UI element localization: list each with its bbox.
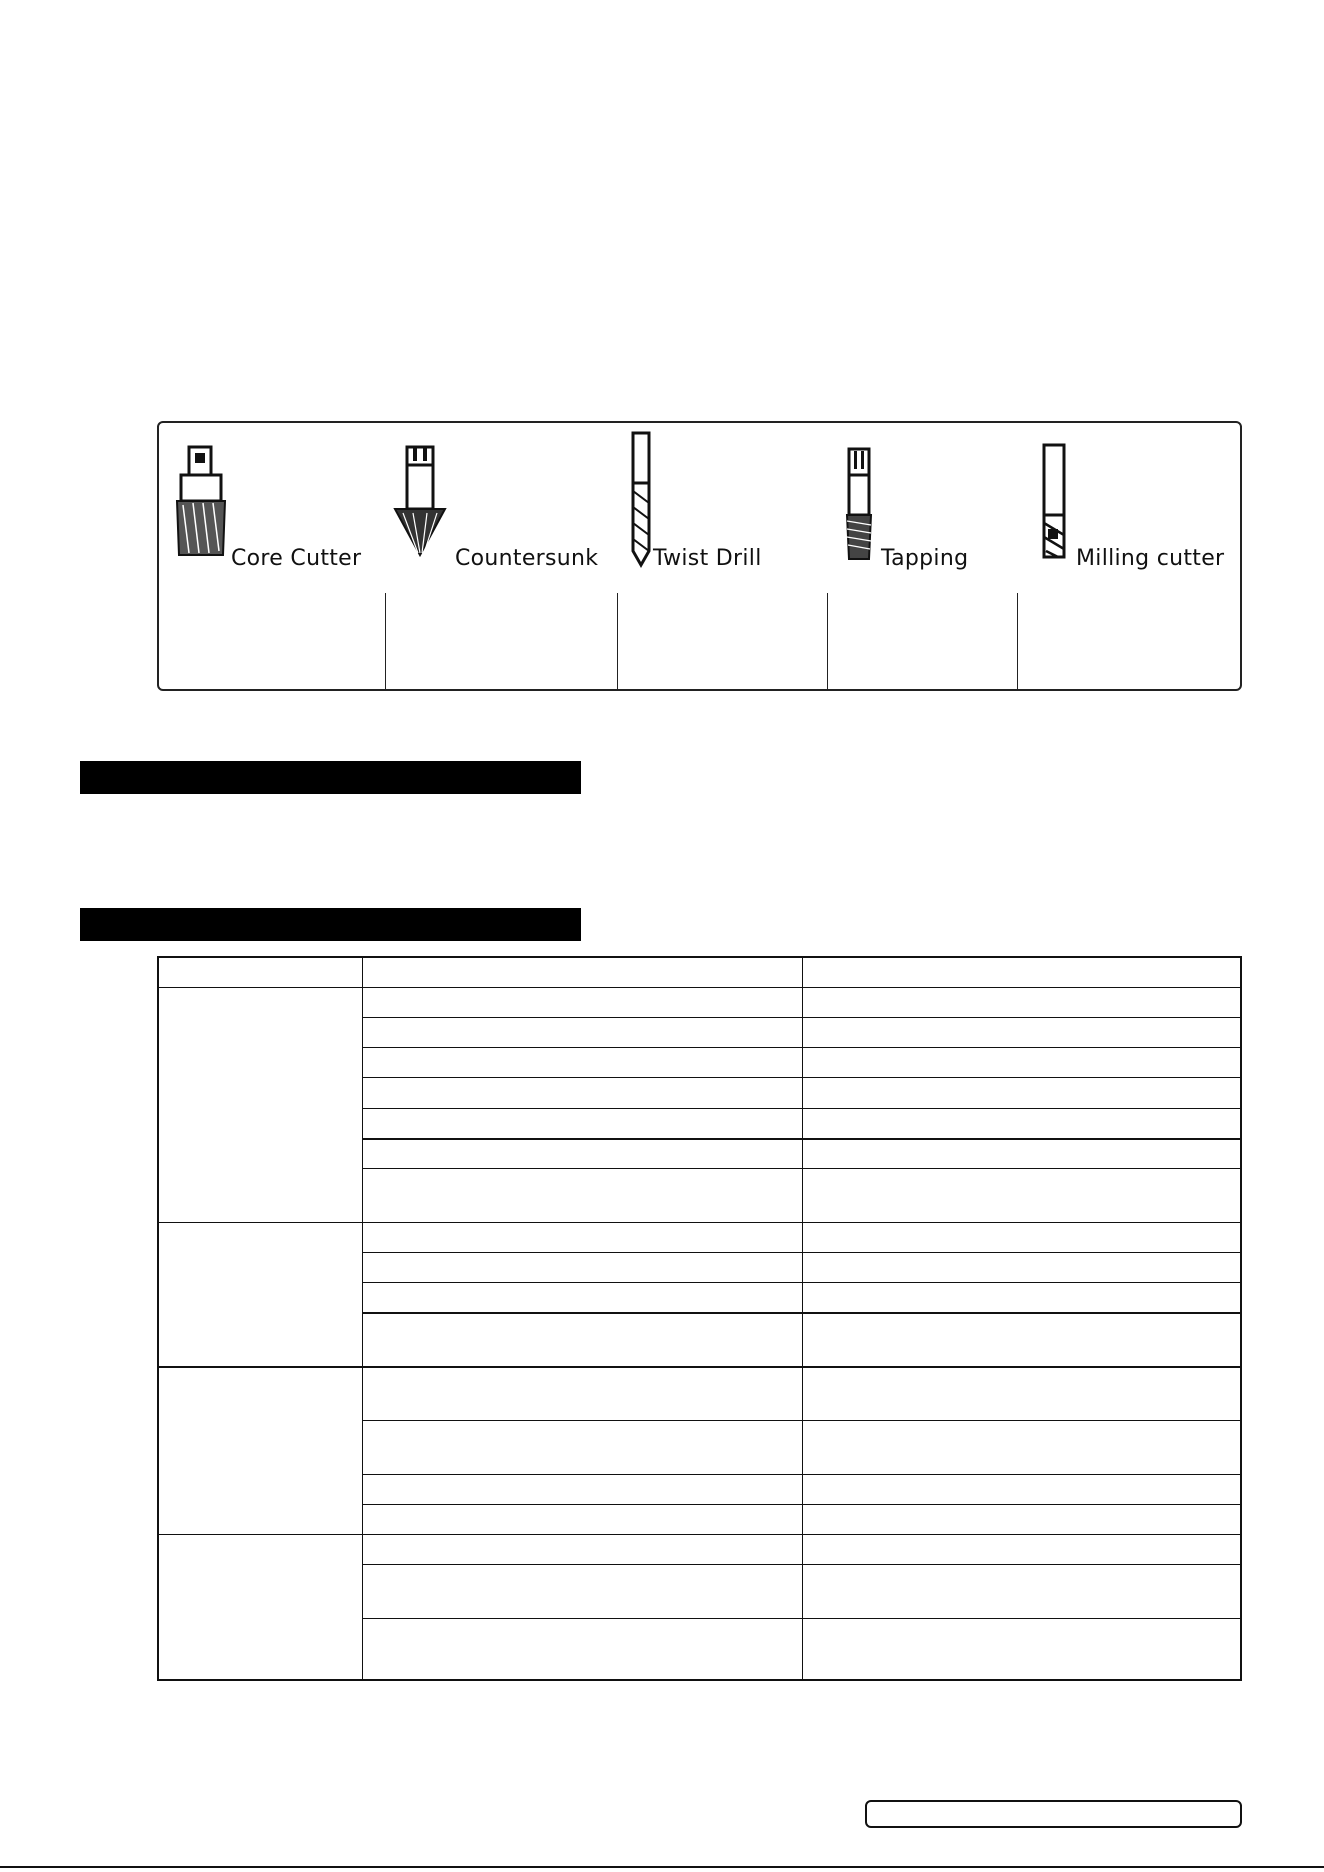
countersunk-icon <box>391 445 451 565</box>
table-row <box>362 1618 1240 1619</box>
table-row <box>362 1017 1240 1018</box>
tool-core-cutter <box>169 423 384 593</box>
tool-label-milling-cutter: Milling cutter <box>1076 546 1225 571</box>
table-group-rule <box>159 1534 1240 1535</box>
page-bottom-rule <box>0 1866 1324 1868</box>
panel-divider-4 <box>1017 593 1018 691</box>
panel-divider-2 <box>617 593 618 691</box>
tool-milling-cutter <box>1034 423 1239 593</box>
tool-label-tapping: Tapping <box>881 546 969 571</box>
panel-divider-3 <box>827 593 828 691</box>
table-row <box>362 1474 1240 1475</box>
tapping-icon <box>839 447 879 567</box>
table-col-divider-2 <box>802 958 803 1679</box>
table-row <box>362 1108 1240 1109</box>
table-row <box>362 1138 1240 1140</box>
table-row <box>362 1420 1240 1421</box>
spec-table <box>157 956 1242 1681</box>
table-header-rule <box>159 987 1240 988</box>
table-row <box>362 1504 1240 1505</box>
table-group-rule <box>159 1222 1240 1223</box>
table-row <box>362 1252 1240 1253</box>
tool-label-countersunk: Countersunk <box>455 546 599 571</box>
section-header-bar-1 <box>80 761 581 794</box>
table-group-rule <box>159 1366 1240 1368</box>
table-row <box>362 1564 1240 1565</box>
panel-divider-1 <box>385 593 386 691</box>
footer-reference-box <box>865 1800 1242 1828</box>
table-col-divider-1 <box>362 958 363 1679</box>
tool-label-core-cutter: Core Cutter <box>231 546 362 571</box>
table-row <box>362 1077 1240 1078</box>
core-cutter-icon <box>171 445 231 565</box>
table-row <box>362 1047 1240 1048</box>
tool-twist-drill <box>619 423 819 593</box>
section-header-bar-2 <box>80 908 581 941</box>
tool-label-twist-drill: Twist Drill <box>653 546 762 571</box>
tool-tapping <box>839 423 1019 593</box>
tool-countersunk <box>391 423 611 593</box>
table-row <box>362 1282 1240 1283</box>
tool-types-panel <box>157 421 1242 691</box>
table-row <box>362 1312 1240 1314</box>
table-row <box>362 1168 1240 1169</box>
milling-cutter-icon <box>1034 443 1074 563</box>
